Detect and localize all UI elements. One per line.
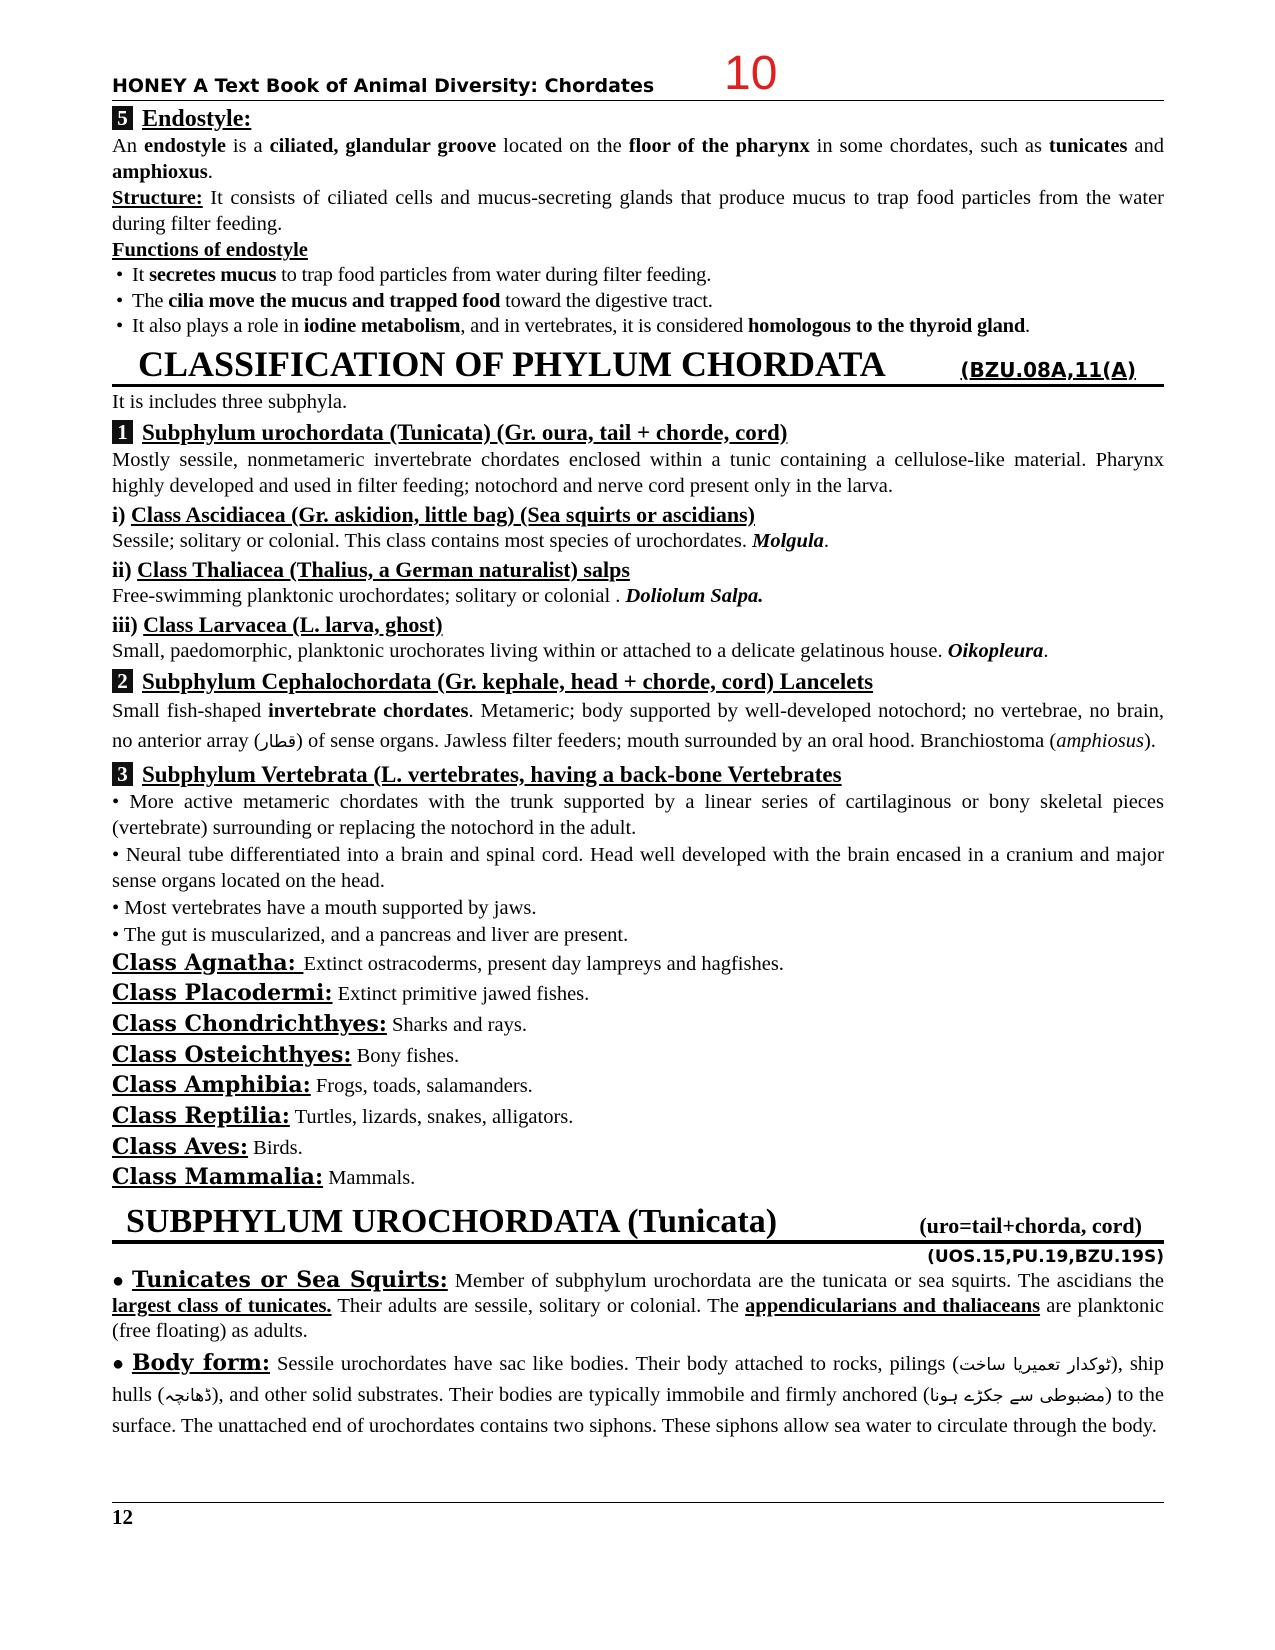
class-name: Class Chondrichthyes: (112, 1010, 387, 1037)
class-name: Class Aves: (112, 1133, 249, 1160)
planktonic-groups-text: appendicularians and thaliaceans (745, 1295, 1041, 1318)
text-run: ) of sense organs. Jawless filter feeders; mouth surrounded by an oral hood. Branchiostoma ( (296, 729, 1057, 752)
urdu-gloss: مضبوطی سے جکڑے ہونا (929, 1386, 1105, 1407)
red-page-number: 10 (724, 47, 778, 100)
vertebrate-class (112, 1041, 1164, 1072)
class-title: Class Larvacea (L. larva, ghost) (143, 611, 443, 637)
text-run: and (1127, 135, 1164, 157)
urochordata-paragraphs (112, 1268, 1164, 1441)
urdu-gloss: ٹوکدار تعمیریا ساخت (959, 1355, 1111, 1376)
text-bold-run: invertebrate chordates (268, 699, 469, 722)
text-bold-run: endostyle (144, 135, 226, 157)
text-run: . (207, 161, 213, 183)
class-description (112, 638, 1164, 664)
text-run: . (823, 529, 830, 552)
urochordate-class-heading (112, 611, 1164, 638)
text-bold-run: secretes mucus (149, 264, 277, 286)
function-item (112, 314, 1164, 340)
class-examples: Bony fishes. (351, 1044, 460, 1067)
text-run: Sessile urochordates have sac like bodies. Their body attached to rocks, pilings ( (270, 1353, 960, 1376)
subphylum-2-heading (112, 668, 1164, 696)
class-examples: Sharks and rays. (386, 1013, 527, 1036)
body-form-paragraph (112, 1348, 1164, 1441)
vertebrate-classes (112, 949, 1164, 1195)
text-run: Sessile; solitary or colonial. This class contains most species of urochordates. (112, 529, 753, 552)
text-run: It also plays a role in (132, 315, 304, 337)
functions-list (112, 263, 1164, 340)
text-run: Free-swimming planktonic urochordates; solitary or colonial . (112, 584, 626, 607)
text-run: ) to the surface. The unattached end of urochordates contains two siphons. These siphons allow sea water to circulate through the body. (112, 1384, 1164, 1438)
class-examples: Mammals. (323, 1167, 416, 1190)
subphylum-3-heading (112, 761, 1164, 789)
class-examples: Extinct ostracoderms, present day lampreys and hagfishes. (303, 952, 784, 975)
structure-label: Structure: (112, 187, 203, 209)
functions-title: Functions of endostyle (112, 239, 308, 261)
text-run: Small, paedomorphic, planktonic urochorates living within or attached to a delicate gelatinous house. (112, 639, 948, 662)
text-bold-run: homologous to the thyroid gland (747, 315, 1026, 337)
vertebrate-class (112, 979, 1164, 1010)
class-name: Class Reptilia: (112, 1103, 290, 1130)
structure-text: It consists of ciliated cells and mucus-secreting glands that produce mucus to trap food particles from the water during filter feeding. (112, 187, 1164, 235)
classification-heading (112, 344, 1164, 387)
text-run: Member of subphylum urochordata are the tunicata or sea squirts. The ascidians the (447, 1270, 1164, 1293)
text-run: . (1043, 639, 1049, 662)
bullet-dot: ● (112, 1270, 126, 1293)
subphylum-2-text (112, 696, 1164, 757)
class-name: Class Osteichthyes: (112, 1041, 352, 1068)
text-run: . (1025, 315, 1030, 337)
text-run: , and in vertebrates, it is considered (460, 315, 748, 337)
class-description (112, 528, 1164, 554)
text-run: ), ship hulls ( (112, 1353, 1165, 1407)
example-genus: Doliolum Salpa. (625, 584, 764, 607)
function-item (112, 289, 1164, 315)
urdu-gloss: ڈھانچہ (164, 1386, 212, 1407)
classification-title: CLASSIFICATION OF PHYLUM CHORDATA (138, 343, 886, 384)
vertebrate-class (112, 1071, 1164, 1102)
text-run: . Metameric; body supported by well-developed notochord; no vertebrae, no brain, no anterior array ( (112, 699, 1164, 752)
page-footer (112, 1502, 1164, 1531)
vertebrate-class (112, 1133, 1164, 1164)
class-title: Class Ascidiacea (Gr. askidion, little bag) (Sea squirts or ascidians) (130, 501, 755, 527)
text-run: are planktonic (free floating) as adults. (112, 1295, 1165, 1343)
section-number-box: 1 (112, 420, 133, 444)
text-bold-run: amphioxus (112, 161, 208, 183)
bullet-dot: ● (112, 1353, 126, 1376)
vertebrate-class (112, 1102, 1164, 1133)
endostyle-title: Endostyle: (142, 106, 252, 132)
class-title: Class Thaliacea (Thalius, a German naturalist) salps (137, 556, 630, 582)
vertebrata-point: • Neural tube differentiated into a brain and spinal cord. Head well developed with the brain encased in a cranium and major sense organs located on the head. (112, 843, 1164, 892)
species-italic: amphiosus (1056, 729, 1144, 752)
subphylum-2-title: Subphylum Cephalochordata (Gr. kephale, head + chorde, cord) Lancelets (142, 668, 874, 694)
class-name: Class Placodermi: (112, 980, 333, 1007)
function-item (112, 263, 1164, 289)
text-bold-run: iodine metabolism (303, 315, 461, 337)
class-numeral: i) (112, 501, 131, 527)
example-genus: Oikopleura (947, 639, 1044, 662)
text-run: Their adults are sessile, solitary or colonial. The (331, 1295, 746, 1318)
urochordate-classes (112, 501, 1164, 664)
footer-page-number: 12 (112, 1505, 133, 1529)
class-description (112, 583, 1164, 609)
vertebrata-point: • More active metameric chordates with the trunk supported by a linear series of cartilaginous or bony skeletal pieces (vertebrate) surrounding or replacing the notochord in the adult. (112, 790, 1164, 839)
urochordate-class-heading (112, 556, 1164, 583)
classification-ref: (BZU.08A,11(A) (960, 357, 1136, 382)
classification-intro: It is includes three subphyla. (112, 390, 348, 413)
text-bold-run: ciliated, glandular groove (269, 135, 497, 157)
urochordate-class-heading (112, 501, 1164, 528)
subphylum-3-title: Subphylum Vertebrata (L. vertebrates, having a back-bone Vertebrates (142, 761, 842, 787)
endostyle-heading (112, 105, 1164, 133)
vertebrata-points (112, 789, 1164, 948)
text-run: toward the digestive tract. (500, 289, 713, 312)
document-page (112, 40, 1164, 1441)
class-examples: Frogs, toads, salamanders. (310, 1075, 533, 1098)
tunicates-label: Tunicates or Sea Squirts: (131, 1267, 448, 1294)
endostyle-intro (112, 133, 1164, 185)
subphylum-1-title: Subphylum urochordata (Tunicata) (Gr. oura, tail + chorde, cord) (142, 419, 788, 445)
text-run: Small fish-shaped (112, 699, 269, 722)
vertebrate-class (112, 1163, 1164, 1194)
text-run: It (132, 264, 150, 286)
class-examples: Turtles, lizards, snakes, alligators. (289, 1106, 574, 1129)
class-name: Class Mammalia: (112, 1164, 324, 1191)
vertebrata-point: • Most vertebrates have a mouth supported by jaws. (112, 896, 537, 919)
class-examples: Birds. (248, 1136, 303, 1159)
text-bold-run: cilia move the mucus and trapped food (168, 289, 501, 312)
class-examples: Extinct primitive jawed fishes. (332, 983, 590, 1006)
vertebrate-class (112, 949, 1164, 980)
text-run: ). (1143, 729, 1156, 752)
urochordata-ref: (UOS.15,PU.19,BZU.19S) (927, 1247, 1164, 1268)
text-run: in some chordates, such as (809, 135, 1049, 157)
subphylum-1-heading (112, 419, 1164, 447)
largest-class-text: largest class of tunicates. (112, 1295, 332, 1318)
urochordata-heading (112, 1204, 1164, 1244)
text-run: to trap food particles from water during filter feeding. (276, 264, 712, 286)
class-numeral: ii) (112, 556, 138, 582)
class-name: Class Agnatha: (112, 949, 304, 976)
text-run: is a (226, 135, 270, 157)
subphylum-1-text: Mostly sessile, nonmetameric invertebrate chordates enclosed within a tunic containing a cellulose-like material. Pharynx highly developed and used in filter feeding; notochord and nerve cord present only in the larva. (112, 448, 1164, 497)
class-numeral: iii) (112, 611, 144, 637)
section-number-box: 2 (112, 669, 133, 693)
section-number-box: 5 (112, 106, 133, 130)
text-bold-run: floor of the pharynx (628, 135, 810, 157)
body-form-label: Body form: (131, 1350, 271, 1377)
example-genus: Molgula (752, 529, 824, 552)
urochordata-title: SUBPHYLUM UROCHORDATA (Tunicata) (126, 1203, 778, 1241)
class-name: Class Amphibia: (112, 1072, 311, 1099)
running-header (112, 40, 1164, 101)
text-run: The (132, 289, 169, 312)
text-bold-run: tunicates (1048, 135, 1128, 157)
text-run: ), and other solid substrates. Their bodies are typically immobile and firmly anchored ( (211, 1384, 930, 1407)
vertebrate-class (112, 1010, 1164, 1041)
urochordata-subtitle: (uro=tail+chorda, cord) (919, 1213, 1142, 1239)
vertebrata-point: • The gut is muscularized, and a pancreas and liver are present. (112, 923, 629, 946)
book-title: HONEY A Text Book of Animal Diversity: Chordates (112, 75, 655, 97)
urdu-gloss: قطار (260, 731, 297, 752)
text-run: located on the (496, 135, 629, 157)
endostyle-structure (112, 185, 1164, 237)
section-number-box: 3 (112, 762, 133, 786)
tunicates-paragraph (112, 1268, 1164, 1344)
text-run: An (112, 135, 144, 157)
